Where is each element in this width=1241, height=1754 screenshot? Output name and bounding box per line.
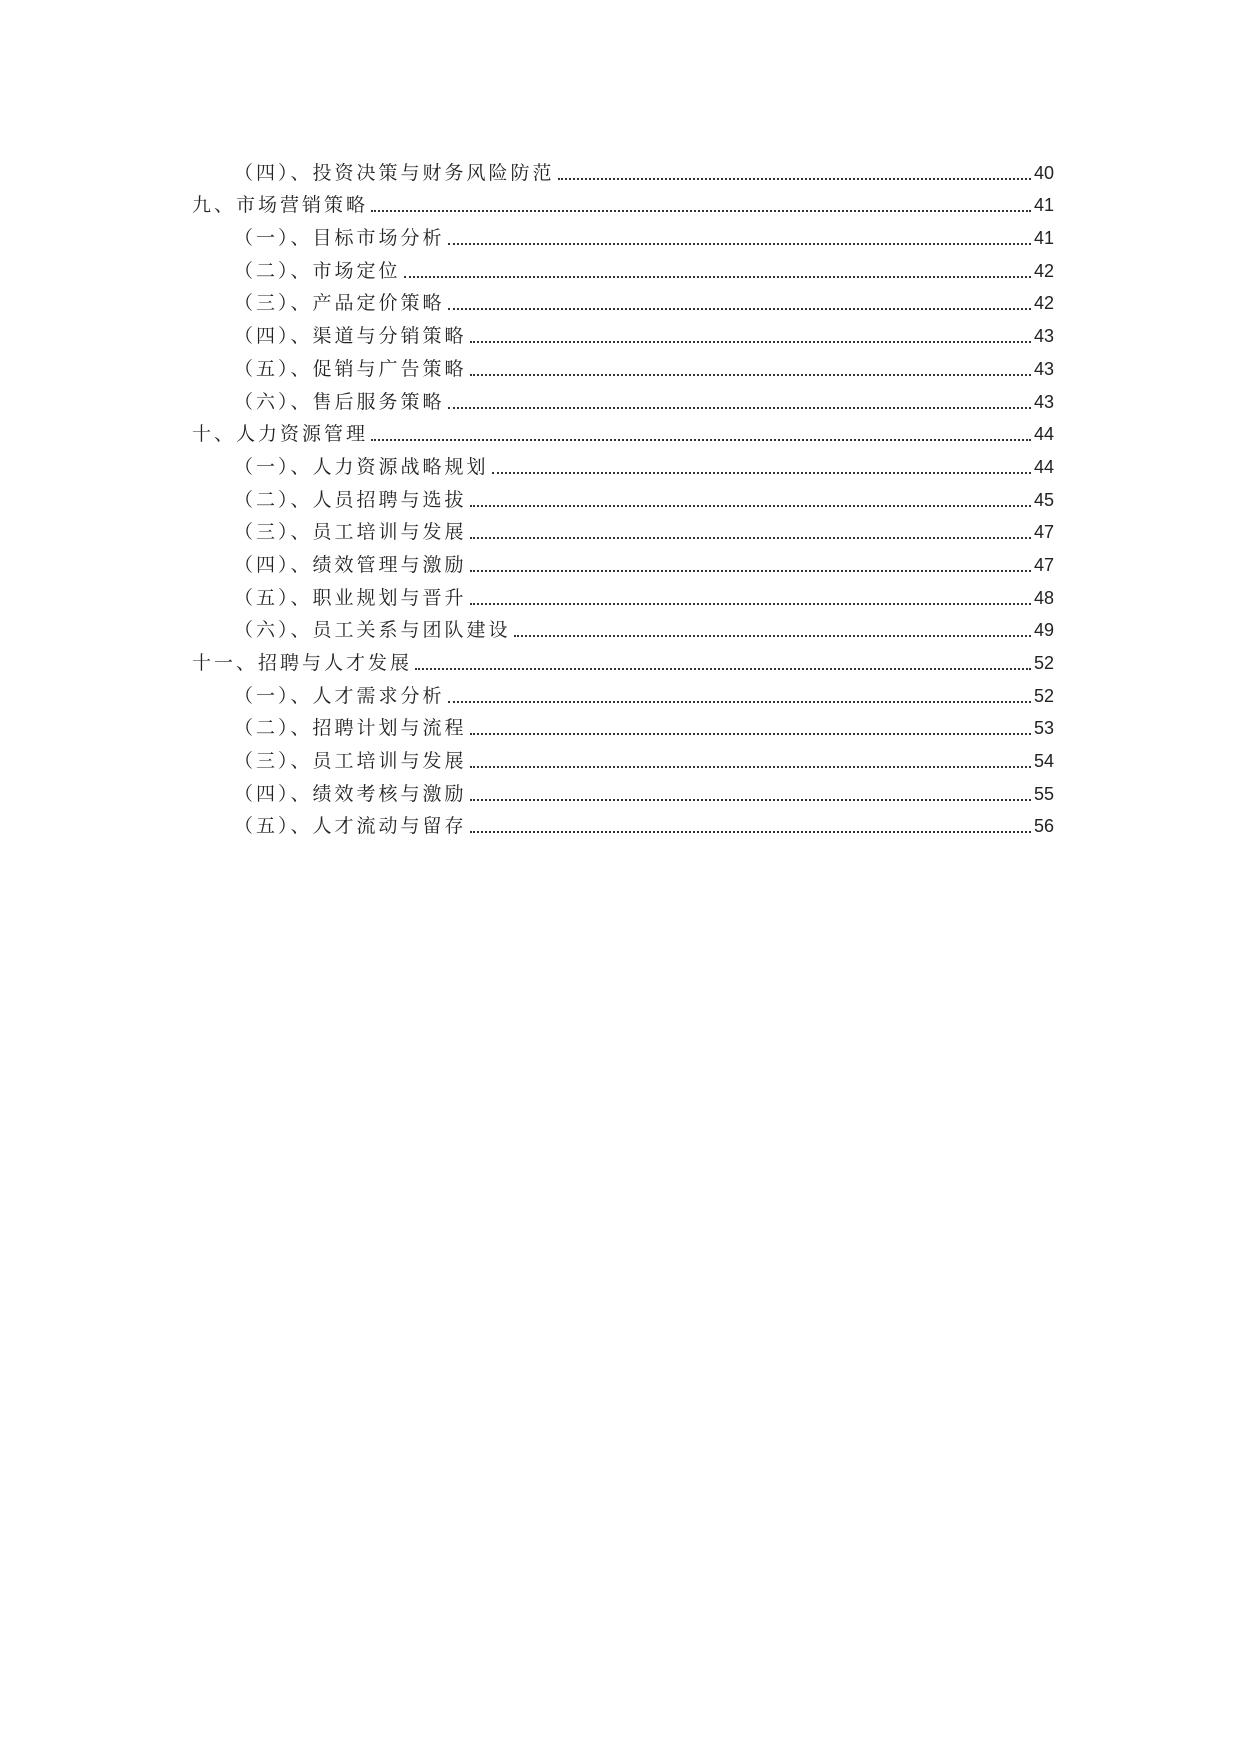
toc-entry[interactable] xyxy=(192,610,1054,643)
toc-entry-page: 47 xyxy=(1033,522,1054,543)
toc-dot-leader xyxy=(448,701,1031,703)
toc-dot-leader xyxy=(470,603,1031,605)
toc-dot-leader xyxy=(470,570,1031,572)
toc-entry-page: 52 xyxy=(1033,653,1054,673)
toc-entry-title: （三）、员工培训与发展 xyxy=(234,521,467,544)
toc-entry-title: （一）、人才需求分析 xyxy=(234,684,445,707)
toc-dot-leader xyxy=(492,472,1031,474)
toc-entry-page: 49 xyxy=(1033,620,1054,641)
toc-entry[interactable] xyxy=(192,479,1054,512)
toc-dot-leader xyxy=(470,799,1031,801)
toc-entry-title: （四）、投资决策与财务风险防范 xyxy=(234,161,555,184)
toc-dot-leader xyxy=(470,766,1031,768)
toc-dot-leader xyxy=(415,668,1031,670)
toc-entry-title: （三）、产品定价策略 xyxy=(234,292,445,315)
toc-entry[interactable] xyxy=(192,185,1054,218)
toc-entry-page: 45 xyxy=(1033,489,1054,510)
toc-dot-leader xyxy=(371,210,1031,212)
toc-entry-page: 43 xyxy=(1033,326,1054,347)
toc-entry-title: （五）、人才流动与留存 xyxy=(234,815,467,838)
toc-entry-title: 十一、招聘与人才发展 xyxy=(192,652,413,674)
toc-entry-title: （五）、促销与广告策略 xyxy=(234,357,467,380)
toc-entry-page: 42 xyxy=(1033,260,1054,281)
toc-entry[interactable] xyxy=(192,806,1054,839)
toc-entry-page: 53 xyxy=(1033,718,1054,739)
toc-entry[interactable] xyxy=(192,544,1054,577)
toc-entry[interactable] xyxy=(192,217,1054,250)
toc-entry[interactable] xyxy=(192,250,1054,283)
toc-entry-title: （一）、目标市场分析 xyxy=(234,227,445,250)
toc-dot-leader xyxy=(470,505,1031,507)
toc-entry-title: 十、人力资源管理 xyxy=(192,423,369,446)
toc-entry[interactable] xyxy=(192,740,1054,773)
toc-entry[interactable] xyxy=(192,642,1054,675)
toc-entry-title: （二）、人员招聘与选拔 xyxy=(234,488,467,511)
toc-entry-page: 41 xyxy=(1033,195,1054,216)
toc-entry-title: （四）、绩效管理与激励 xyxy=(234,553,467,576)
toc-entry[interactable] xyxy=(192,577,1054,610)
toc-dot-leader xyxy=(448,308,1031,310)
toc-entry-title: （五）、职业规划与晋升 xyxy=(234,586,467,609)
toc-entry-page: 54 xyxy=(1033,751,1054,772)
toc-entry[interactable] xyxy=(192,446,1054,479)
table-of-contents xyxy=(192,152,1054,838)
toc-dot-leader xyxy=(514,635,1031,637)
toc-entry-page: 47 xyxy=(1033,554,1054,575)
toc-entry[interactable] xyxy=(192,414,1054,447)
toc-entry-page: 43 xyxy=(1033,358,1054,379)
toc-entry-title: 九、市场营销策略 xyxy=(192,194,369,217)
toc-entry-page: 40 xyxy=(1033,162,1054,183)
toc-entry-title: （一）、人力资源战略规划 xyxy=(234,455,489,478)
toc-entry-title: （四）、渠道与分销策略 xyxy=(234,325,467,348)
toc-entry-title: （三）、员工培训与发展 xyxy=(234,750,467,773)
toc-dot-leader xyxy=(470,831,1031,833)
toc-entry-page: 52 xyxy=(1033,685,1054,706)
toc-entry[interactable] xyxy=(192,675,1054,708)
toc-entry-page: 48 xyxy=(1033,587,1054,608)
toc-entry-page: 56 xyxy=(1033,816,1054,837)
toc-entry[interactable] xyxy=(192,381,1054,414)
toc-entry[interactable] xyxy=(192,283,1054,316)
toc-dot-leader xyxy=(558,178,1031,180)
toc-entry-title: （四）、绩效考核与激励 xyxy=(234,782,467,805)
toc-entry[interactable] xyxy=(192,348,1054,381)
toc-entry-page: 44 xyxy=(1033,456,1054,477)
toc-entry[interactable] xyxy=(192,315,1054,348)
toc-entry[interactable] xyxy=(192,152,1054,185)
toc-dot-leader xyxy=(448,243,1031,245)
toc-dot-leader xyxy=(371,439,1031,441)
toc-entry-title: （二）、市场定位 xyxy=(234,259,401,282)
toc-entry-page: 44 xyxy=(1033,424,1054,445)
toc-entry[interactable] xyxy=(192,708,1054,741)
toc-entry-page: 42 xyxy=(1033,293,1054,314)
toc-entry-page: 43 xyxy=(1033,391,1054,412)
toc-entry-page: 55 xyxy=(1033,783,1054,804)
toc-dot-leader xyxy=(404,276,1031,278)
toc-dot-leader xyxy=(470,374,1031,376)
toc-dot-leader xyxy=(448,407,1031,409)
toc-dot-leader xyxy=(470,733,1031,735)
toc-dot-leader xyxy=(470,341,1031,343)
toc-entry[interactable] xyxy=(192,512,1054,545)
toc-entry[interactable] xyxy=(192,773,1054,806)
toc-dot-leader xyxy=(470,537,1031,539)
toc-entry-page: 41 xyxy=(1033,228,1054,249)
toc-entry-title: （二）、招聘计划与流程 xyxy=(234,717,467,740)
toc-entry-title: （六）、员工关系与团队建设 xyxy=(234,619,511,642)
toc-entry-title: （六）、售后服务策略 xyxy=(234,390,445,413)
